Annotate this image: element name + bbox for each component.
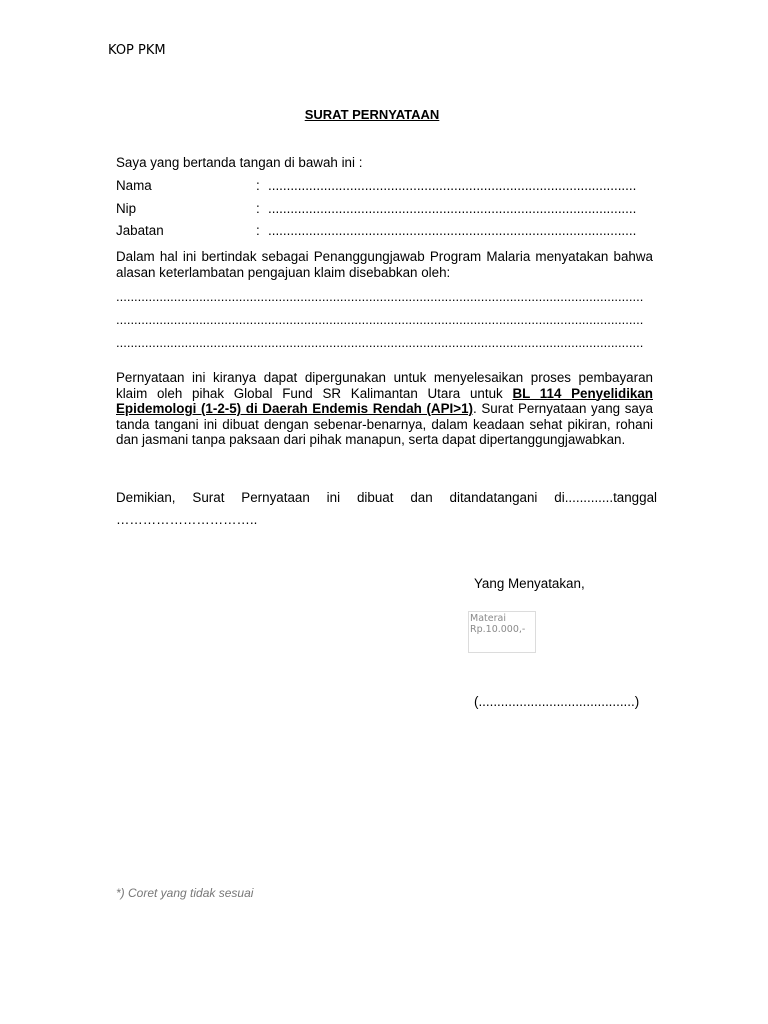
field-colon: : (256, 178, 260, 193)
signature-label: Yang Menyatakan, (474, 576, 585, 591)
kop-header: KOP PKM (108, 43, 166, 58)
paragraph-reason-intro: Dalam hal ini bertindak sebagai Penanggungjawab Program Malaria menyatakan bahwa alasan keterlambatan pengajuan klaim disebabkan oleh: (116, 249, 653, 280)
field-row-nama (116, 178, 656, 196)
signature-name-placeholder: (..........................................) (474, 694, 640, 709)
field-dots: ................................................................................................... (268, 201, 637, 216)
field-dots: ................................................................................................... (268, 178, 637, 193)
field-colon: : (256, 201, 260, 216)
intro-text: Saya yang bertanda tangan di bawah ini : (116, 155, 363, 170)
field-row-jabatan (116, 223, 656, 241)
field-label: Nip (116, 201, 137, 216)
materai-stamp-box (468, 611, 536, 653)
materai-label: Materai (470, 613, 506, 624)
program-name: BL 114 Penyelidikan Epidemologi (1-2-5) di Daerah Endemis Rendah (API>1) (116, 385, 653, 416)
field-colon: : (256, 223, 260, 238)
statement-text: Pernyataan ini kiranya dapat dipergunakan untuk menyelesaikan proses pembayaran klaim oleh pihak Global Fund SR Kalimantan Utara untuk (116, 370, 653, 401)
field-row-nip (116, 201, 656, 219)
paragraph-closing: Demikian, Surat Pernyataan ini dibuat dan ditandatangani di.............tanggal ………………………….. (116, 490, 657, 527)
field-label: Jabatan (116, 223, 164, 238)
footnote: *) Coret yang tidak sesuai (116, 886, 254, 900)
document-title: SURAT PERNYATAAN (304, 107, 440, 122)
statement-text-continued: . Surat Pernyataan yang saya tanda tangani ini dibuat dengan sebenar-benarnya, dalam keadaan sehat pikiran, rohani dan jasmani tanpa paksaan dari pihak manapun, serta dapat dipertanggungjawabkan. (116, 401, 654, 447)
reason-line: .................................................................................................................................................. (116, 336, 644, 350)
field-label: Nama (116, 178, 152, 193)
reason-line: .................................................................................................................................................. (116, 290, 644, 304)
materai-amount: Rp.10.000,- (470, 624, 526, 635)
field-dots: ................................................................................................... (268, 223, 637, 238)
reason-line: .................................................................................................................................................. (116, 313, 644, 327)
paragraph-statement (116, 370, 653, 448)
